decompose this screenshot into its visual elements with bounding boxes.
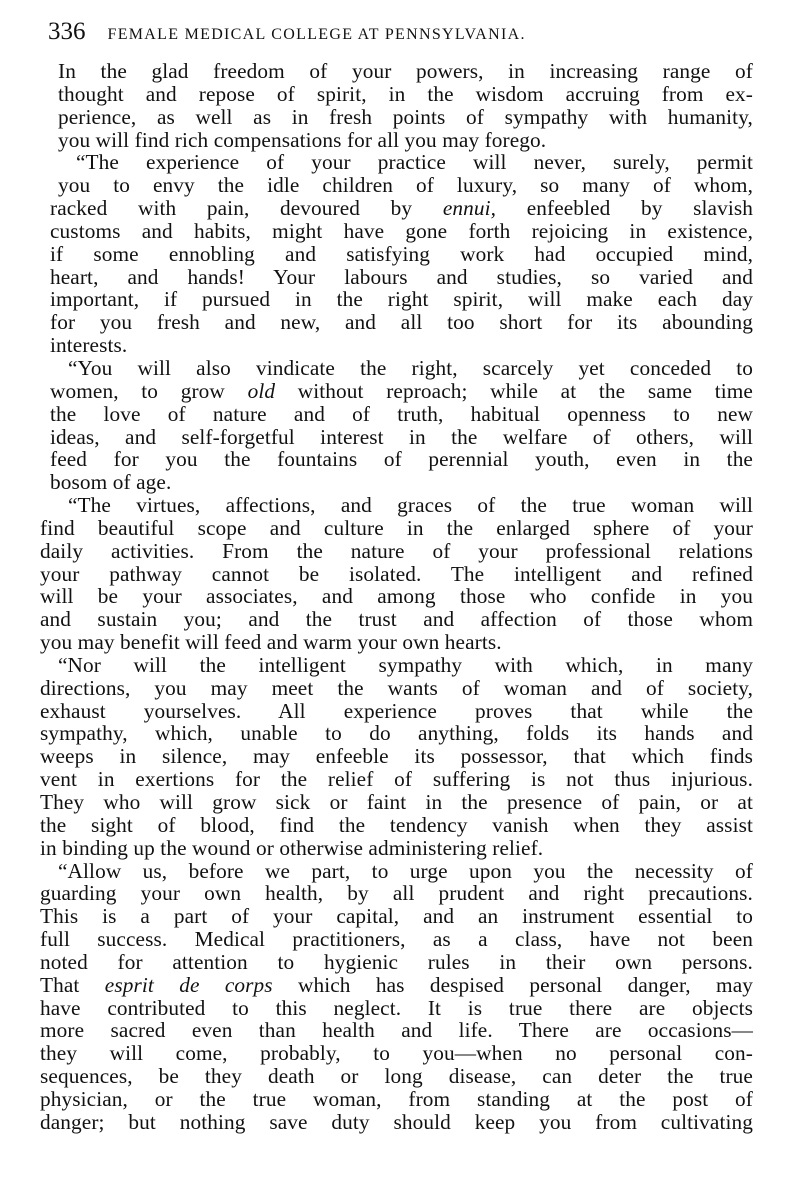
text-line: In the glad freedom of your powers, in increasing range of [58,59,753,83]
italic-term: old [247,378,276,403]
text-line: if some ennobling and satisfying work had occupied mind, [50,241,753,266]
italic-term: esprit de corps [104,972,273,997]
paragraph-start-line: “You will also vindicate the right, scarcely yet conceded to [68,355,753,380]
text-line: you will find rich compensations for all you may forego. [58,127,547,152]
text-segment: That [40,972,80,997]
text-line [40,197,753,220]
paragraph-start-line: “The experience of your practice will never, surely, permit [76,150,753,175]
text-segment: which has despised personal danger, may [297,972,753,997]
text-line: the love of nature and of truth, habitual openness to new [50,401,753,426]
text-line: interests. [50,333,128,358]
text-line: weeps in silence, may enfeeble its possessor, that which finds [40,744,753,769]
text-line: sympathy, which, unable to do anything, folds its hands and [40,721,753,746]
text-line: will be your associates, and among those who confide in you [40,584,753,609]
text-line: important, if pursued in the right spirit, will make each day [50,287,753,312]
text-line: physician, or the true woman, from standing at the post of [40,1086,753,1111]
running-head: FEMALE MEDICAL COLLEGE AT PENNSYLVANIA. [107,26,526,43]
text-line [40,974,753,997]
paragraph-start-line: “Allow us, before we part, to urge upon you the necessity of [58,858,753,883]
text-line: bosom of age. [50,470,172,495]
page-number: 336 [48,18,86,45]
text-line: They who will grow sick or faint in the presence of pain, or at [40,790,753,814]
text-segment: enfeebled by slavish [526,196,753,221]
body-text [40,60,753,1134]
text-line: exhaust yourselves. All experience proves that while the [40,698,753,723]
text-line: find beautiful scope and culture in the enlarged sphere of your [40,515,753,540]
text-line: you to envy the idle children of luxury, so many of whom, [58,173,753,198]
text-line [40,380,753,403]
text-line: in binding up the wound or otherwise administering relief. [40,835,544,860]
text-line: customs and habits, might have gone forth rejoicing in existence, [50,218,753,243]
paragraph-start-line: “The virtues, affections, and graces of the true woman will [68,493,753,518]
italic-term: ennui, [442,196,497,221]
text-line: sequences, be they death or long disease, can deter the true [40,1064,753,1089]
text-line: you may benefit will feed and warm your own hearts. [40,630,502,655]
paragraph-start-line: “Nor will the intelligent sympathy with which, in many [58,652,753,677]
text-line: your pathway cannot be isolated. The intelligent and refined [40,561,753,586]
text-line: perience, as well as in fresh points of sympathy with humanity, [58,104,753,129]
text-line: directions, you may meet the wants of woman and of society, [40,675,753,700]
text-line: ideas, and self-forgetful interest in the welfare of others, will [50,424,753,449]
text-line: vent in exertions for the relief of suffering is not thus injurious. [40,767,753,792]
text-line: daily activities. From the nature of your professional relations [40,538,753,563]
text-line: they will come, probably, to you—when no personal con- [40,1041,753,1066]
text-segment: racked with pain, devoured by [50,196,413,221]
text-segment: without reproach; while at the same time [297,378,753,403]
text-line: danger; but nothing save duty should keep you from cultivating [40,1109,753,1134]
text-line: feed for you the fountains of perennial youth, even in the [50,447,753,472]
text-line: more sacred even than health and life. There are occasions— [40,1018,753,1043]
text-line: thought and repose of spirit, in the wisdom accruing from ex- [58,81,753,106]
text-line: noted for attention to hygienic rules in their own persons. [40,949,753,974]
text-line: guarding your own health, by all prudent and right precautions. [40,881,753,906]
text-line: have contributed to this neglect. It is true there are objects [40,995,753,1020]
text-line: the sight of blood, find the tendency vanish when they assist [40,812,753,837]
page-header [48,18,753,48]
text-line: This is a part of your capital, and an instrument essential to [40,904,753,929]
text-line: and sustain you; and the trust and affection of those whom [40,607,753,632]
text-line: for you fresh and new, and all too short for its abounding [50,310,753,335]
text-line: heart, and hands! Your labours and studies, so varied and [50,264,753,289]
text-segment: women, to grow [50,378,225,403]
text-line: full success. Medical practitioners, as a class, have not been [40,927,753,952]
